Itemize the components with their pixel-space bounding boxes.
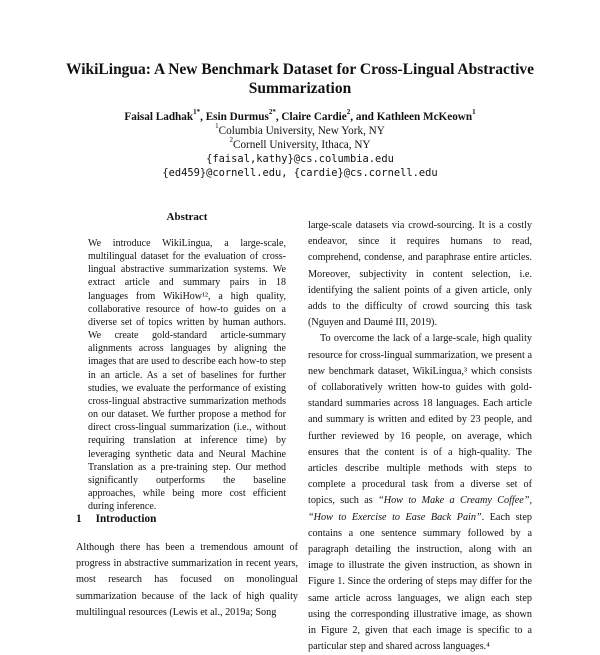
section-heading-introduction xyxy=(76,513,156,525)
paper-title: WikiLingua: A New Benchmark Dataset for Cross-Lingual Abstractive Summarization xyxy=(65,61,535,97)
example-title: “How to Make a Creamy Coffee” xyxy=(378,495,530,507)
paragraph: To overcome the lack of a large-scale, high quality resource for cross-lingual summarization, we present a new benchmark dataset, WikiLingua,³ which consists of collaboratively written how-to guides with gold-standard summaries across 18 languages. Each article and summary is written and edited by 23 people, and further reviewed by 16 people, on average, which ensures that the content is of a high-quality. The articles describe multiple methods with steps to complete a procedural task from a diverse set of topics, such as “How to Make a Creamy Coffee”, “How to Exercise to Ease Back Pain”. Each step contains a one sentence summary followed by a paragraph detailing the instruction, along with an image to illustrate the given instruction, as shown in Figure 1. Since the ordering of steps may differ for the same article across languages, we align each step using the corresponding illustrative image, as shown in Figure 2, given that each image is specific to a particular step and shared across languages.⁴ xyxy=(308,333,532,653)
author-name: Kathleen McKeown xyxy=(376,111,473,123)
paragraph: large-scale datasets via crowd-sourcing. It is a costly endeavor, since it requires humans to read, comprehend, condense, and paraphrase entire articles. Moreover, subjectivity in content selection, i.e. identifying the salient points of a given article, only adds to the difficulty of crowd sourcing this task (Nguyen and Daumé III, 2019). xyxy=(308,220,532,329)
author-name: Esin Durmus xyxy=(205,111,269,123)
author-sup: 2 xyxy=(346,108,351,117)
abstract-heading: Abstract xyxy=(166,211,208,223)
email-line-1: {faisal,kathy}@cs.columbia.edu xyxy=(206,153,394,165)
affiliation-2: $^2$Cornell University, Ithaca, NY xyxy=(229,136,371,151)
section-number: 1 xyxy=(76,513,82,525)
author-block xyxy=(40,110,560,180)
author-name: Claire Cardie xyxy=(281,111,347,123)
right-column xyxy=(308,218,532,655)
section-title: Introduction xyxy=(95,513,157,525)
author-names: Faisal Ladhak$^{1*}$, Esin Durmus$^{2*}$, Claire Cardie$^2$, and Kathleen McKeown$^1$ xyxy=(124,108,476,123)
abstract-text: We introduce WikiLingua, a large-scale, multilingual dataset for the evaluation of cross-lingual abstractive summarization systems. We extract article and summary pairs in 18 languages from WikiHow¹², a high quality, collaborative resource of how-to guides on a diverse set of topics written by human authors. We create gold-standard article-summary alignments across languages by aligning the images that are used to describe each how-to step in an article. As a set of baselines for further studies, we evaluate the performance of existing cross-lingual abstractive summarization methods on our dataset. We further propose a method for direct cross-lingual summarization (i.e., without requiring translation at inference time) by leveraging synthetic data and Neural Machine Translation as a pre-training step. Our method significantly outperforms the baseline approaches, while being more cost efficient during inference. xyxy=(88,238,286,513)
author-sup: 2* xyxy=(268,108,276,117)
introduction-paragraph: Although there has been a tremendous amount of progress in abstractive summarization in recent years, most research has focused on monolingual summarization because of the lack of high quality multilingual resources (Lewis et al., 2019a; Song xyxy=(76,542,298,618)
author-name: Faisal Ladhak xyxy=(124,111,194,123)
author-sup: 1 xyxy=(472,108,476,117)
example-title: “How to Exercise to Ease Back Pain” xyxy=(308,511,482,523)
affiliation-1: $^1$Columbia University, New York, NY xyxy=(215,122,385,137)
author-sup: 1* xyxy=(193,108,201,117)
email-line-2: {ed459}@cornell.edu, {cardie}@cs.cornell.edu xyxy=(162,167,438,179)
